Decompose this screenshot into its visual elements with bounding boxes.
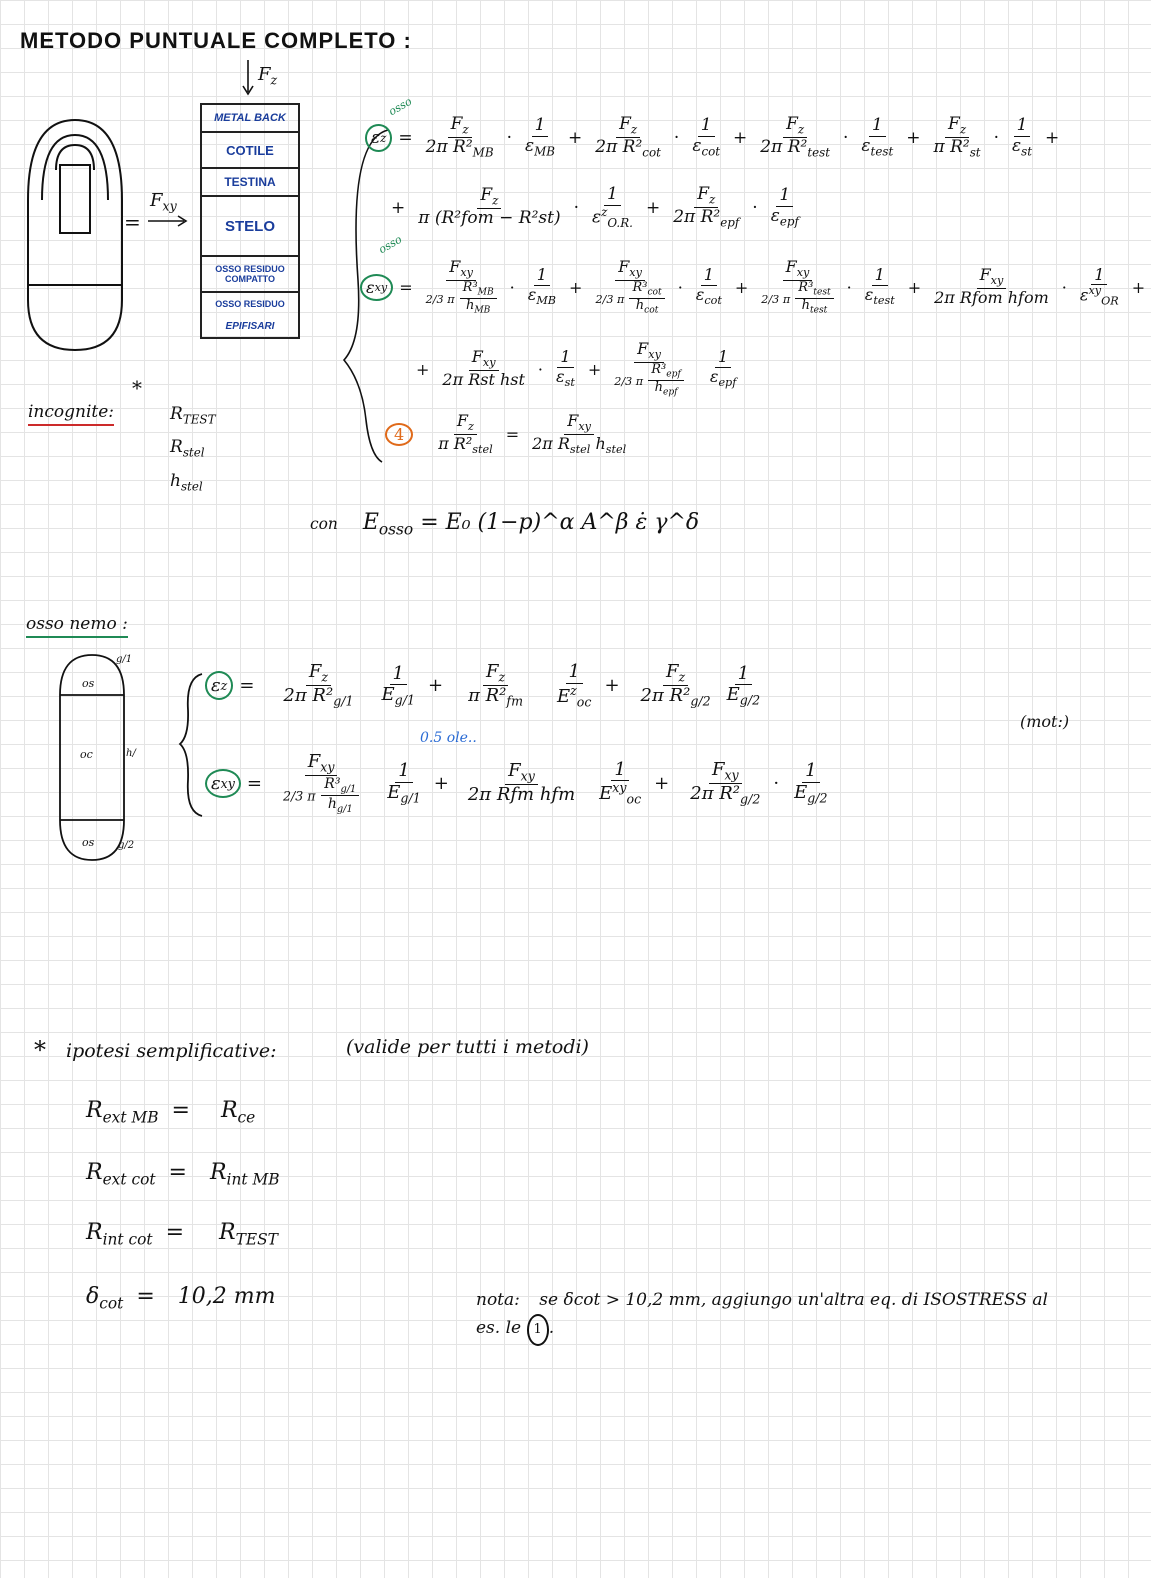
con-formula: con $E_{osso} = E_0$ (1−p)^α A^β ε̇ γ^δ — [310, 510, 700, 539]
osso-nemo-mot-note: (mot:) — [1020, 712, 1070, 731]
equation-ez-row2: + $\frac{F_z}{\text{π (R²fom − R²st)}}$ · $\frac{1}{\varepsilon^z_{O.R.}}$ + $\frac{F_z}{2\pi R^2_{epf}}$ · $\frac{1}{\varepsilon_{epf}}$ — [391, 184, 799, 230]
osso-nemo-exy: ε xy = $F_{xy}$ 2/3 π $\frac{R^3_{g/1}}{h_{g/1}}$ $\frac{1}{E_{g/1}}$ + $\frac{F_{xy}}{\text{2π Rfm hfm}}$ $\frac{1}{E^{xy}_{oc}}$ + $\frac{F_{xy}}{2\pi R^2_{g/2}}$ · $\frac{1}{E_{g/2}}$ — [205, 752, 835, 815]
bone-label-os-bottom: os — [82, 836, 95, 849]
note-text: se δcot > 10,2 mm, aggiungo un'altra eq. di ISOSTRESS al es. le — [476, 1290, 1048, 1338]
incognite-item: $h_{stel}$ — [170, 470, 203, 494]
on-ez-lhs: ε z — [205, 671, 233, 700]
layer-epifisari: EPIFISARI — [200, 315, 300, 339]
ipotesi-star: * — [34, 1036, 46, 1064]
eq-4-number: 4 — [385, 423, 413, 446]
equation-ez-row1: ε z = $\frac{F_z}{2\pi R^2_{MB}}$ · $\frac{1}{\varepsilon_{MB}}$ + $\frac{F_z}{2\pi R^2_{cot}}$ · $\frac{1}{\varepsilon_{cot}}$ + $\frac{F_z}{2\pi R^2_{test}}$ · $\frac{1}{\varepsilon_{test}}$ + $\frac{F_z}{\pi R^2_{st}}$ · $\frac{1}{\varepsilon_{st}}$ + — [365, 115, 1065, 160]
ipotesi-paren: (valide per tutti i metodi) — [346, 1036, 589, 1058]
bone-label-g1: g/1 — [116, 654, 133, 665]
force-xy-arrow-icon — [146, 214, 190, 228]
incognite-star: * — [132, 376, 142, 400]
equation-exy-row3: ε xy = $F_{xy}$ 2/3 π $\frac{R^3_{MB}}{h_{MB}}$ · $\frac{1}{\varepsilon_{MB}}$ + $F_{xy}$ 2/3 π $\frac{R^3_{cot}}{h_{cot}}$ · $\frac{1}{\varepsilon_{cot}}$ + $F_{xy}$ 2/3 π $\frac{R^3_{test}}{h_{test}}$ · $\frac{1}{\varepsilon_{test}}$ + $\frac{F_{xy}}{\text{2π Rfom hfom}}$ · $\frac{1}{\varepsilon^{xy}_{OR}}$ + — [360, 258, 1151, 316]
incognite-label: incognite: — [28, 402, 114, 426]
diagram-equals: = — [124, 210, 141, 234]
force-z-arrow-icon — [240, 58, 256, 98]
force-xy-label: $F_{xy}$ — [150, 190, 177, 214]
layer-metal-back: METAL BACK — [200, 103, 300, 133]
incognite-item: $R_{stel}$ — [170, 437, 205, 460]
incognite-list — [170, 400, 216, 500]
page-title: METODO PUNTUALE COMPLETO : — [20, 28, 412, 53]
ez-lhs: ε z — [365, 124, 392, 152]
bone-label-oc: oc — [80, 748, 93, 761]
layer-osso-compatto: OSSO RESIDUO COMPATTO — [200, 257, 300, 293]
layer-testina: TESTINA — [200, 169, 300, 197]
layer-cotile: COTILE — [200, 133, 300, 169]
ipotesi-line-2: $R_{ext cot} = R_{int MB}$ — [86, 1160, 280, 1189]
ipotesi-line-1: $R_{ext MB} = R_{ce}$ — [86, 1098, 256, 1127]
ipotesi-line-4: $\delta_{cot} = 10,2$ mm — [86, 1284, 276, 1313]
ipotesi-line-3: $R_{int cot} = R_{TEST}$ — [86, 1220, 278, 1249]
bone-label-os-top: os — [82, 677, 95, 690]
exy-lhs: ε xy — [360, 274, 393, 301]
ipotesi-heading: ipotesi semplificative: — [66, 1040, 277, 1062]
osso-nemo-blue-note: 0.5 ole.. — [420, 730, 477, 746]
on-exy-lhs: ε xy — [205, 769, 241, 798]
note-label: nota: — [476, 1290, 520, 1310]
osso-tag: osso — [386, 94, 415, 119]
equation-4: 4 $\frac{F_z}{\pi R^2_{stel}}$ = $\frac{F_{xy}}{2\pi R_{stel} h_{stel}}$ — [385, 412, 633, 457]
bone-label-h: h/ — [126, 748, 136, 759]
layer-osso-residuo: OSSO RESIDUO — [200, 293, 300, 315]
equation-exy-row4: + $\frac{F_{xy}}{\text{2π Rst hst}}$ · $\frac{1}{\varepsilon_{st}}$ + $F_{xy}$ 2/3 π $\frac{R^3_{epf}}{h_{epf}}$ $\frac{1}{\varepsilon_{epf}}$ — [416, 339, 737, 398]
bone-label-g2: g/2 — [118, 840, 135, 851]
layer-stack — [200, 103, 300, 339]
osso-nemo-brace — [176, 670, 206, 820]
ipotesi-note: nota: se δcot > 10,2 mm, aggiungo un'altra eq. di ISOSTRESS al es. le 1 . — [476, 1286, 1076, 1346]
force-z-label: $F_z$ — [258, 64, 278, 88]
osso-nemo-ez: ε z = $\frac{F_z}{2\pi R^2_{g/1}}$ $\frac{1}{E_{g/1}}$ + $\frac{F_z}{\pi R^2_{fm}}$ $\frac{1}{E^z_{oc}}$ + $\frac{F_z}{2\pi R^2_{g/2}}$ $\frac{1}{E_{g/2}}$ — [205, 662, 767, 710]
layer-stelo: STELO — [200, 197, 300, 257]
note-ref: 1 — [527, 1314, 549, 1346]
osso-nemo-heading: osso nemo : — [26, 614, 128, 638]
osso-tag-2: osso — [376, 232, 405, 257]
incognite-item: $R_{TEST}$ — [170, 404, 216, 427]
prosthesis-diagram — [20, 110, 130, 360]
